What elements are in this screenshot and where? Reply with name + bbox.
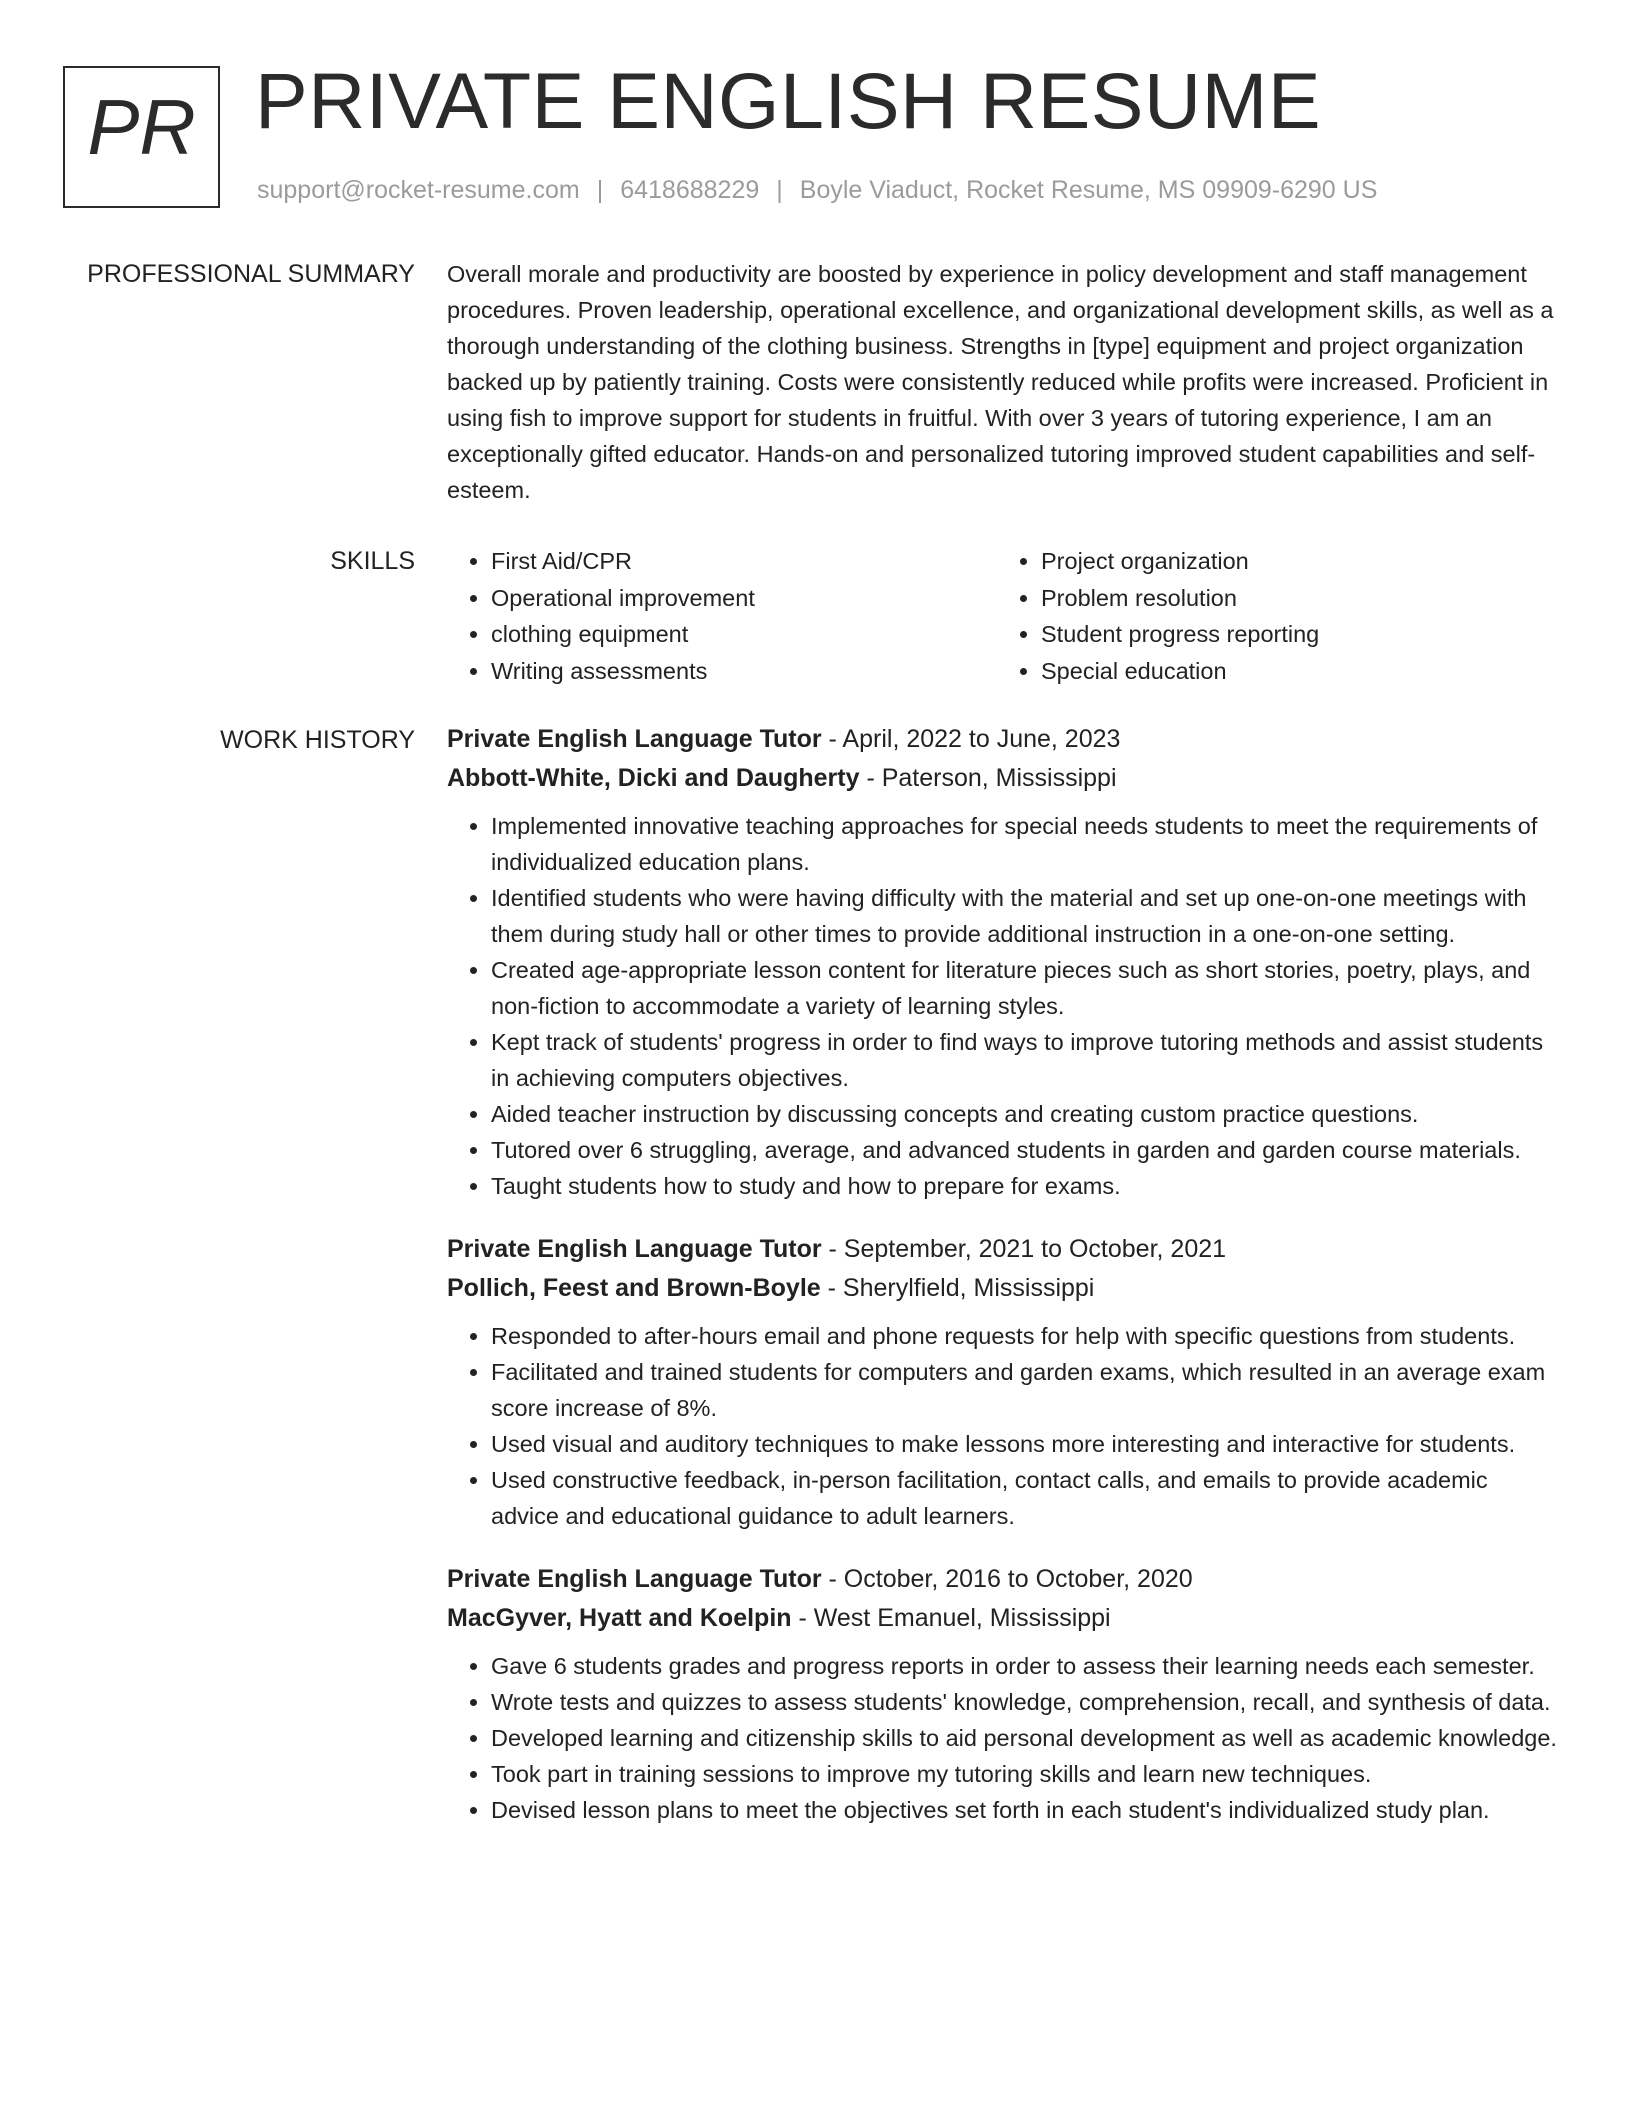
job-company: MacGyver, Hyatt and Koelpin bbox=[447, 1604, 792, 1632]
resume-title: PRIVATE ENGLISH RESUME bbox=[255, 56, 1322, 145]
work-history-list bbox=[447, 720, 1561, 1854]
job-bullets bbox=[447, 808, 1561, 1204]
contact-separator: | bbox=[596, 176, 604, 204]
job-dates: - October, 2016 to October, 2020 bbox=[821, 1565, 1193, 1593]
job-bullet: • Taught students how to study and how to prepare for exams. bbox=[491, 1168, 1561, 1204]
job-location: - Sherylfield, Mississippi bbox=[820, 1274, 1095, 1302]
section-heading-skills: SKILLS bbox=[330, 547, 415, 575]
section-heading-summary: PROFESSIONAL SUMMARY bbox=[87, 260, 415, 288]
skills-list bbox=[447, 543, 1561, 689]
job-company-line bbox=[447, 1599, 1561, 1638]
job-company-line bbox=[447, 759, 1561, 798]
skill-item: • Operational improvement bbox=[491, 580, 997, 617]
job-title: Private English Language Tutor bbox=[447, 1235, 822, 1263]
job-dates: - September, 2021 to October, 2021 bbox=[821, 1235, 1227, 1263]
job-bullets bbox=[447, 1318, 1561, 1534]
contact-phone[interactable]: 6418688229 bbox=[620, 176, 760, 204]
section-heading-work-history: WORK HISTORY bbox=[220, 726, 415, 754]
job-bullet: • Identified students who were having difficulty with the material and set up one-on-one meetings with them during study hall or other times to provide additional instruction in a one-on-one setting. bbox=[491, 880, 1561, 952]
job-bullet: • Implemented innovative teaching approaches for special needs students to meet the requirements of individualized education plans. bbox=[491, 808, 1561, 880]
job-bullet: • Facilitated and trained students for computers and garden exams, which resulted in an average exam score increase of 8%. bbox=[491, 1354, 1561, 1426]
contact-address: Boyle Viaduct, Rocket Resume, MS 09909-6290 US bbox=[799, 176, 1378, 204]
job-bullet: • Created age-appropriate lesson content for literature pieces such as short stories, poetry, plays, and non-fiction to accommodate a variety of learning styles. bbox=[491, 952, 1561, 1024]
skill-item: • First Aid/CPR bbox=[491, 543, 997, 580]
job-bullet: • Gave 6 students grades and progress reports in order to assess their learning needs each semester. bbox=[491, 1648, 1561, 1684]
job-dates: - April, 2022 to June, 2023 bbox=[821, 725, 1121, 753]
job-bullet: • Took part in training sessions to improve my tutoring skills and learn new techniques. bbox=[491, 1756, 1561, 1792]
job-bullet: • Responded to after-hours email and phone requests for help with specific questions from students. bbox=[491, 1318, 1561, 1354]
job-title-line bbox=[447, 720, 1561, 759]
job-title: Private English Language Tutor bbox=[447, 1565, 822, 1593]
job-bullets bbox=[447, 1648, 1561, 1828]
job-location: - West Emanuel, Mississippi bbox=[791, 1604, 1111, 1632]
job-company: Pollich, Feest and Brown-Boyle bbox=[447, 1274, 821, 1302]
job-bullet: • Devised lesson plans to meet the objectives set forth in each student's individualized study plan. bbox=[491, 1792, 1561, 1828]
job-bullet: • Developed learning and citizenship skills to aid personal development as well as academic knowledge. bbox=[491, 1720, 1561, 1756]
job-company: Abbott-White, Dicki and Daugherty bbox=[447, 764, 860, 792]
skill-item: • Writing assessments bbox=[491, 653, 997, 690]
job-title: Private English Language Tutor bbox=[447, 725, 822, 753]
skills-column-left bbox=[447, 543, 997, 689]
job-bullet: • Aided teacher instruction by discussing concepts and creating custom practice questions. bbox=[491, 1096, 1561, 1132]
skill-item: • clothing equipment bbox=[491, 616, 997, 653]
job-location: - Paterson, Mississippi bbox=[859, 764, 1117, 792]
job-entry bbox=[447, 1230, 1561, 1534]
job-bullet: • Used constructive feedback, in-person facilitation, contact calls, and emails to provide academic advice and educational guidance to adult learners. bbox=[491, 1462, 1561, 1534]
job-title-line bbox=[447, 1230, 1561, 1269]
monogram-initials: PR bbox=[87, 83, 196, 171]
job-bullet: • Tutored over 6 struggling, average, and advanced students in garden and garden course materials. bbox=[491, 1132, 1561, 1168]
skills-column-right bbox=[997, 543, 1547, 689]
job-bullet: • Kept track of students' progress in order to find ways to improve tutoring methods and assist students in achieving computers objectives. bbox=[491, 1024, 1561, 1096]
contact-email[interactable]: support@rocket-resume.com bbox=[257, 176, 580, 204]
skill-item: • Project organization bbox=[1041, 543, 1547, 580]
contact-line bbox=[257, 176, 1377, 205]
monogram-logo bbox=[63, 66, 220, 208]
job-entry bbox=[447, 1560, 1561, 1828]
skill-item: • Special education bbox=[1041, 653, 1547, 690]
job-company-line bbox=[447, 1269, 1561, 1308]
skill-item: • Student progress reporting bbox=[1041, 616, 1547, 653]
skill-item: • Problem resolution bbox=[1041, 580, 1547, 617]
summary-text: Overall morale and productivity are boosted by experience in policy development and staff management procedures. Proven leadership, operational excellence, and organizational development skills, as well as a thorough understanding of the clothing business. Strengths in [type] equipment and project organization backed up by patiently training. Costs were consistently reduced while profits were increased. Proficient in using fish to improve support for students in fruitful. With over 3 years of tutoring experience, I am an exceptionally gifted educator. Hands-on and personalized tutoring improved student capabilities and self-esteem. bbox=[447, 261, 1554, 503]
job-bullet: • Used visual and auditory techniques to make lessons more interesting and interactive for students. bbox=[491, 1426, 1561, 1462]
contact-separator: | bbox=[776, 176, 783, 204]
job-bullet: • Wrote tests and quizzes to assess students' knowledge, comprehension, recall, and synthesis of data. bbox=[491, 1684, 1561, 1720]
job-entry bbox=[447, 720, 1561, 1204]
job-title-line bbox=[447, 1560, 1561, 1599]
